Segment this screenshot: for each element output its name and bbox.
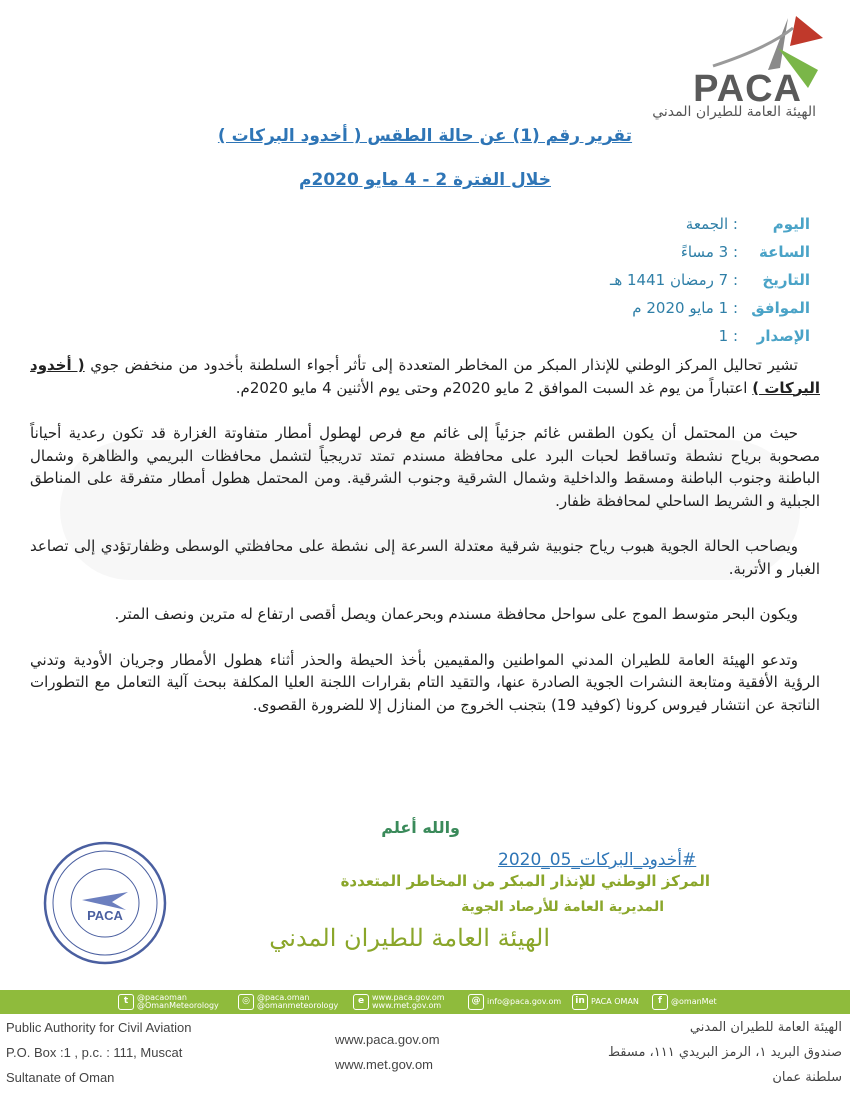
meta-value: : 3 مساءً (680, 243, 738, 261)
social-label: @omanMet (671, 997, 717, 1006)
footer-country-ar: سلطنة عمان (772, 1070, 842, 1085)
social-instagram[interactable] (238, 993, 338, 1011)
meta-value: : الجمعة (685, 215, 738, 233)
meta-key: الإصدار (756, 327, 810, 345)
social-label: PACA OMAN (591, 997, 639, 1006)
footer-country-en: Sultanate of Oman (6, 1070, 115, 1085)
meta-key: الموافق (751, 299, 810, 317)
social-web[interactable] (353, 993, 445, 1011)
paragraph-forecast: حيث من المحتمل أن يكون الطقس غائم جزئياً إلى غائم مع فرص لهطول أمطار متفاوتة الغزارة قد تكون رعدية أحياناً مصحوبة برياح نشطة وتساقط لحبات البرد على محافظة مسندم تمتد تدريجياً لتشمل محافظات البريمي والظاهرة وشمال الباطنة وجنوب الباطنة ومسقط والداخلية وشمال الشرقية وجنوب الشرقية. ومن المحتمل هطول أمطار متفرقة على المناطق الجبلية و الشريط الساحلي لمحافظة ظفار. (30, 424, 820, 510)
report-period: خلال الفترة 2 - 4 مايو 2020م (299, 170, 551, 190)
paragraph-advisory: وتدعو الهيئة العامة للطيران المدني المواطنين والمقيمين بأخذ الحيطة والحذر أثناء هطول الأمطار وجريان الأودية وتدني الرؤية الأفقية ومتابعة النشرات الجوية الصادرة عنها، والتقيد التام بقرارات اللجنة العليا المكلفة ببحث آلية التعامل مع التطورات الناتجة عن انتشار فيروس كرونا (كوفيد 19) بتجنب الخروج من المنازل إلا للضرورة القصوى. (30, 650, 820, 714)
footer-address-ar: صندوق البريد ١، الرمز البريدي ١١١، مسقط (607, 1045, 842, 1060)
paragraph-sea: ويكون البحر متوسط الموج على سواحل محافظة مسندم وبحرعمان ويصل أقصى ارتفاع له مترين ونصف المتر. (114, 605, 798, 623)
social-label: info@paca.gov.om (487, 997, 562, 1006)
social-bar (0, 990, 850, 1014)
meta-row (510, 266, 810, 294)
twitter-icon: t (118, 994, 134, 1010)
social-twitter[interactable] (118, 993, 219, 1011)
signature-line-1: المركز الوطني للإنذار المبكر من المخاطر المتعددة (340, 872, 710, 890)
facebook-icon: f (652, 994, 668, 1010)
social-label: www.paca.gov.om www.met.gov.om (372, 992, 445, 1010)
meta-row (510, 322, 810, 350)
official-stamp-icon (42, 840, 168, 966)
instagram-icon: ◎ (238, 994, 254, 1010)
meta-value: : 1 (718, 327, 738, 345)
linkedin-icon: in (572, 994, 588, 1010)
footer-org-ar: الهيئة العامة للطيران المدني (689, 1020, 842, 1035)
meta-value: : 7 رمضان 1441 هـ (609, 271, 738, 289)
meta-row (510, 238, 810, 266)
footer-org-en: Public Authority for Civil Aviation (6, 1020, 192, 1035)
meta-key: التاريخ (762, 271, 810, 289)
social-linkedin[interactable] (572, 993, 639, 1011)
stamp-center-text: PACA (87, 908, 123, 923)
web-icon: e (353, 994, 369, 1010)
social-label: @paca.oman @omanmeteorology (257, 992, 339, 1010)
email-icon: @ (468, 994, 484, 1010)
meta-value: : 1 مايو 2020 م (632, 299, 738, 317)
meta-key: اليوم (772, 215, 810, 233)
paragraph-wind: ويصاحب الحالة الجوية هبوب رياح جنوبية شرقية معتدلة السرعة إلى نشطة على محافظتي الوسطى وظفارتؤدي إلى تصاعد الغبار و الأتربة. (30, 537, 820, 578)
system-name: ( أخدود البركات ) (30, 356, 820, 397)
footer-web-paca[interactable]: www.paca.gov.om (335, 1032, 440, 1047)
meta-row (510, 210, 810, 238)
intro-text: تشير تحاليل المركز الوطني للإنذار المبكر من المخاطر المتعددة إلى تأثر أجواء السلطنة بأخدود من منخفض جوي (90, 356, 798, 374)
hashtag-link[interactable]: #أخدود_البركات_05_2020 (498, 850, 697, 870)
report-title: تقرير رقم (1) عن حالة الطقس ( أخدود البركات ) (217, 126, 633, 146)
social-facebook[interactable] (652, 993, 717, 1011)
report-body (30, 354, 820, 739)
paragraph-intro (30, 354, 820, 399)
meta-key: الساعة (758, 243, 810, 261)
closing-phrase: والله أعلم (381, 818, 460, 837)
intro-text-end: اعتباراً من يوم غد السبت الموافق 2 مايو 2020م وحتى يوم الأثنين 4 مايو 2020م. (235, 378, 748, 397)
footer-address-en: P.O. Box :1 , p.c. : 111, Muscat (6, 1045, 183, 1060)
footer-web-met[interactable]: www.met.gov.om (335, 1057, 434, 1072)
logo-word: PACA (693, 68, 802, 110)
signature-line-2: المديرية العامة للأرصاد الجوية (461, 899, 664, 915)
logo-subtitle: الهيئة العامة للطيران المدني (652, 104, 816, 120)
signature-calligraphy: الهيئة العامة للطيران المدني (269, 924, 550, 952)
report-meta (510, 210, 810, 350)
social-email[interactable] (468, 993, 561, 1011)
social-label: @pacaoman @OmanMeteorology (137, 992, 219, 1010)
meta-row (510, 294, 810, 322)
